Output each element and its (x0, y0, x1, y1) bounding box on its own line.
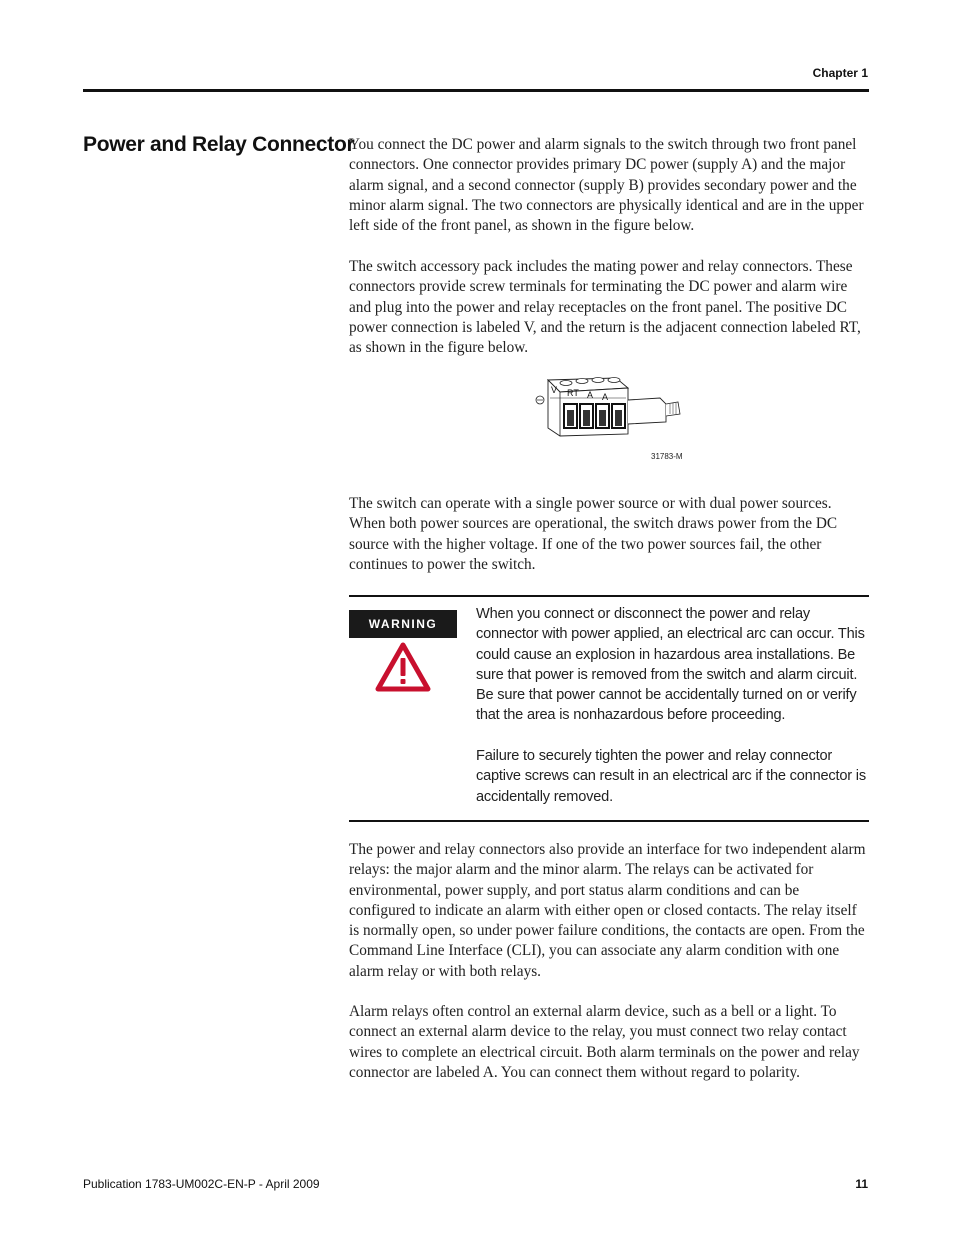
header-rule (83, 89, 869, 92)
label-v: V (551, 385, 558, 395)
paragraph-alarm-device: Alarm relays often control an external alarm device, such as a bell or a light. To connect an external alarm device to the relay, you must connect two relay contact wires to complete an electrical circuit. Both alarm terminals on the power and relay connector are labeled A. You can connect them without regard to polarity. (349, 1003, 860, 1081)
warning-triangle-icon (375, 642, 431, 692)
label-a2: A (602, 392, 609, 402)
label-a1: A (587, 390, 594, 400)
footer-publication: Publication 1783-UM002C-EN-P - April 2009 (83, 1177, 320, 1191)
warning-text-screws: Failure to securely tighten the power and relay connector captive screws can result in an electrical arc if the connector is accidentally removed. (476, 748, 866, 805)
page-number: 11 (855, 1177, 868, 1191)
chapter-label: Chapter 1 (812, 66, 868, 80)
warning-badge: WARNING (349, 610, 457, 638)
warning-rule-top (349, 595, 869, 597)
paragraph-alarm-relays: The power and relay connectors also provide an interface for two independent alarm relays: the major alarm and the minor alarm. The relays can be activated for environmental, power supply, and port status alarm conditions and can be configured to indicate an alarm with either open or closed contacts. The relay itself is normally open, so under power failure conditions, the contacts are open. From the Command Line Interface (CLI), you can associate any alarm condition with one alarm relay or with both relays. (349, 841, 866, 980)
figure-id: 31783-M (651, 452, 683, 461)
power-relay-connector-figure (520, 370, 700, 440)
section-title: Power and Relay Connector (83, 133, 355, 156)
paragraph-power-sources: The switch can operate with a single power source or with dual power sources. When both power sources are operational, the switch draws power from the DC source with the higher voltage. If one of the two power sources fail, the other continues to power the switch. (349, 495, 838, 573)
paragraph-accessory-pack: The switch accessory pack includes the mating power and relay connectors. These connectors provide screw terminals for terminating the DC power and alarm wire and plug into the power and relay receptacles on the front panel. The positive DC power connection is labeled V, and the return is the adjacent connection labeled RT, as shown in the figure below. (349, 258, 861, 357)
warning-rule-bottom (349, 820, 869, 822)
paragraph-intro: You connect the DC power and alarm signals to the switch through two front panel connectors. One connector provides primary DC power (supply A) and the major alarm signal, and a second connector (supply B) provides secondary power and the minor alarm signal. The two connectors are physically identical and are in the upper left side of the front panel, as shown in the figure below. (349, 136, 864, 235)
label-rt: RT (567, 388, 579, 398)
warning-text-arc: When you connect or disconnect the power and relay connector with power applied, an electrical arc can occur. This could cause an explosion in hazardous area installations. Be sure that power is removed from the switch and alarm circuit. Be sure that power cannot be accidentally turned on or verify that the area is nonhazardous before proceeding. (476, 606, 865, 724)
